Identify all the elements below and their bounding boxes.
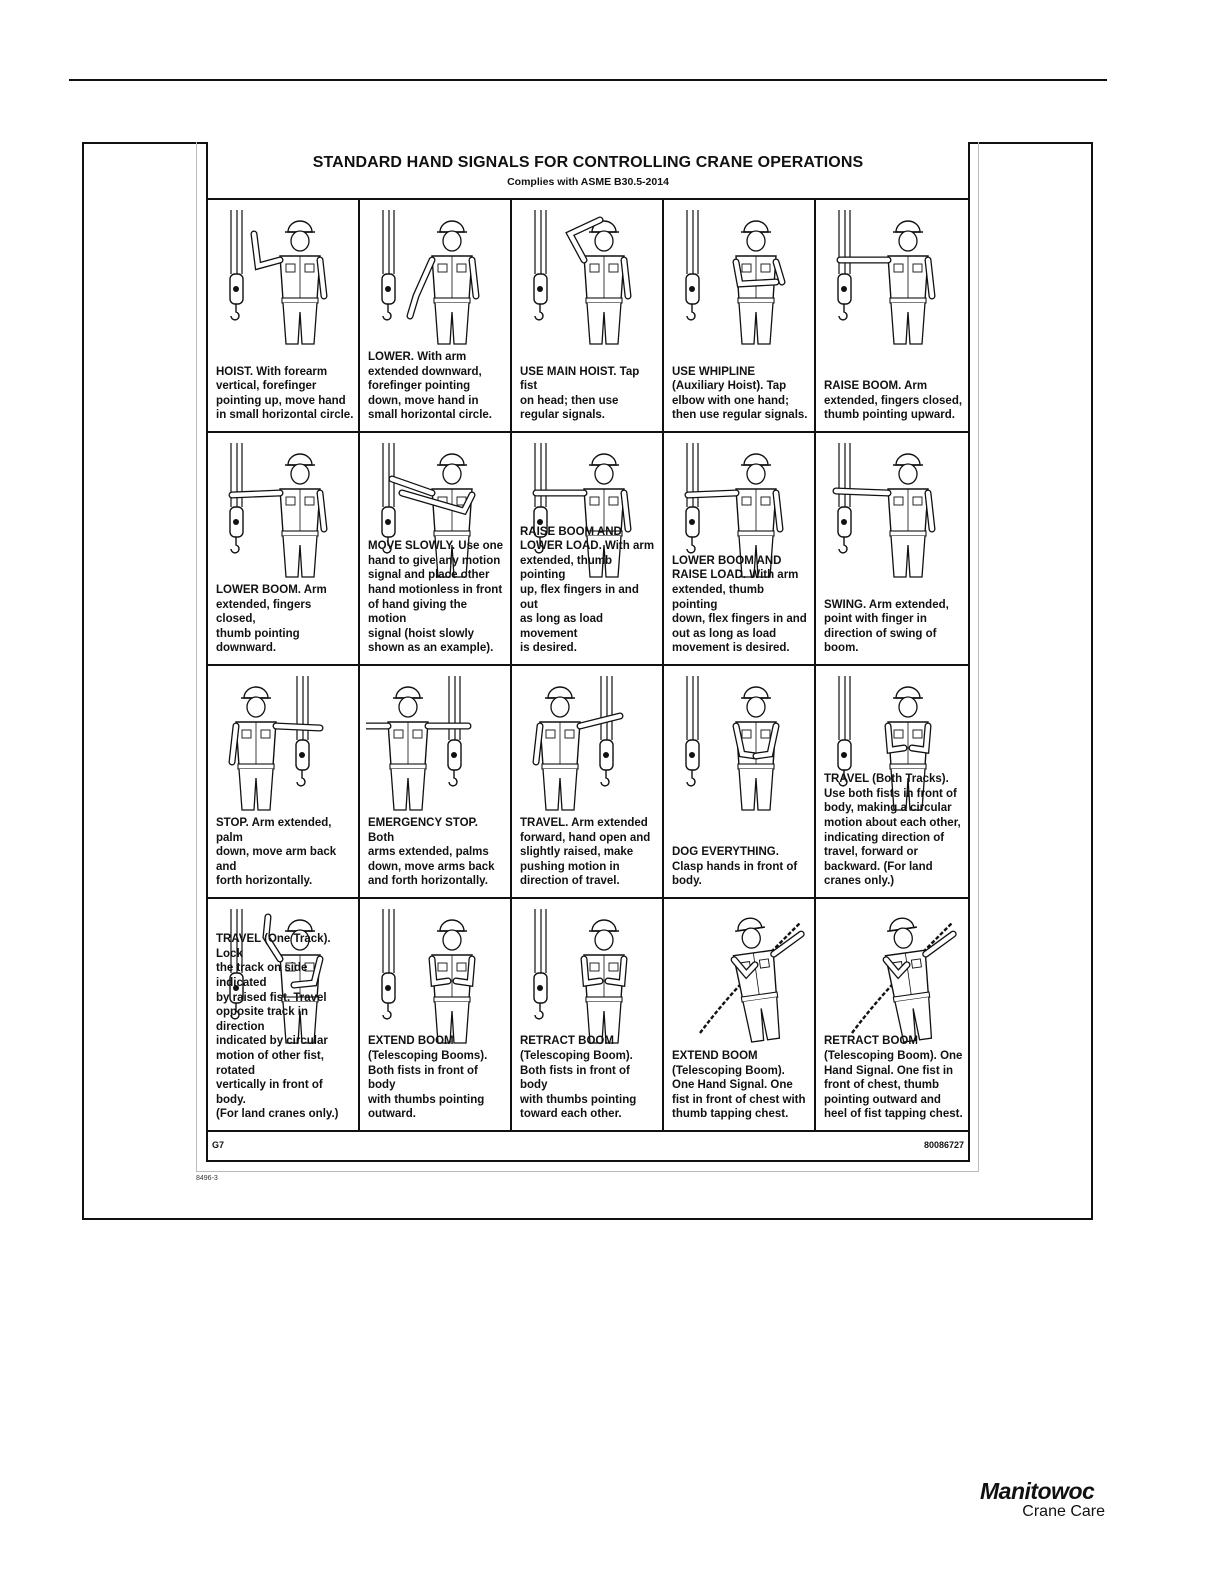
signal-caption: HOIST. With forearm vertical, forefinger pointing up, move hand in small horizontal circle.	[216, 365, 354, 422]
card-header	[208, 142, 968, 200]
signal-cell	[512, 200, 664, 433]
signal-cell	[208, 666, 360, 899]
signal-caption: EXTEND BOOM (Telescoping Boom). One Hand Signal. One fist in front of chest with thumb tapping chest.	[672, 1050, 806, 1121]
signal-cell	[816, 433, 968, 666]
dog-everything-signal-icon	[670, 670, 808, 812]
hoist-signal-icon	[214, 204, 352, 346]
signal-caption: MOVE SLOWLY. Use one hand to give any motion signal and place other hand motionless in front of hand giving the motion signal (hoist slowly shown as an example).	[368, 540, 504, 655]
signal-caption: LOWER. With arm extended downward, forefinger pointing down, move hand in small horizontal circle.	[368, 351, 492, 422]
signal-caption: DOG EVERYTHING. Clasp hands in front of body.	[672, 846, 798, 888]
signal-cell	[208, 433, 360, 666]
signal-caption: TRAVEL. Arm extended forward, hand open and slightly raised, make pushing motion in direction of travel.	[520, 817, 651, 888]
figure-reference: 8496-3	[196, 1175, 218, 1182]
signal-caption: LOWER BOOM. Arm extended, fingers closed, thumb pointing downward.	[216, 584, 327, 655]
signal-caption: RETRACT BOOM (Telescoping Boom). One Hand Signal. One fist in front of chest, thumb pointing outward and heel of fist tapping chest.	[824, 1035, 963, 1121]
signal-cell	[208, 899, 360, 1132]
part-number: 80086727	[923, 1140, 964, 1150]
signal-caption: SWING. Arm extended, point with finger in direction of swing of boom.	[824, 598, 949, 655]
card-code: G7	[212, 1140, 225, 1150]
signal-caption: TRAVEL (One Track). Lock the track on side indicated by raised fist. Travel opposite track in direction indicated by circular motion of other fist, rotated vertically in front of body. (For land cranes only.)	[216, 933, 339, 1121]
signal-cell	[360, 666, 512, 899]
card-footer	[208, 1132, 968, 1160]
travel-signal-icon	[518, 670, 656, 812]
signal-caption: RAISE BOOM AND LOWER LOAD. With arm extended, thumb pointing up, flex fingers in and out as long as load movement is desired.	[520, 525, 655, 655]
retract-boom-signal-icon	[518, 903, 656, 1045]
raise-boom-signal-icon	[822, 204, 960, 346]
signal-caption: USE MAIN HOIST. Tap fist on head; then use regular signals.	[520, 365, 640, 422]
use-main-hoist-signal-icon	[518, 204, 656, 346]
stop-signal-icon	[214, 670, 352, 812]
signal-grid	[208, 200, 968, 1132]
signal-caption: EMERGENCY STOP. Both arms extended, palms down, move arms back and forth horizontally.	[368, 817, 495, 888]
signal-cell	[664, 200, 816, 433]
top-rule	[69, 79, 1107, 81]
signal-cell	[664, 899, 816, 1132]
signal-cell	[360, 433, 512, 666]
extend-boom-one-hand-signal-icon	[670, 903, 808, 1045]
signal-cell	[512, 433, 664, 666]
signal-cell	[816, 666, 968, 899]
signal-caption: RAISE BOOM. Arm extended, fingers closed, thumb pointing upward.	[824, 380, 963, 422]
brand-name: Manitowoc	[980, 1478, 1095, 1504]
signal-caption: RETRACT BOOM (Telescoping Boom). Both fists in front of body with thumbs pointing toward each other.	[520, 1035, 637, 1121]
brand-subtitle: Crane Care	[1022, 1503, 1105, 1520]
card-title: STANDARD HAND SIGNALS FOR CONTROLLING CRANE OPERATIONS	[312, 154, 864, 171]
card-subtitle: Complies with ASME B30.5-2014	[507, 176, 669, 188]
signal-cell	[816, 200, 968, 433]
signal-caption: EXTEND BOOM (Telescoping Booms). Both fists in front of body with thumbs pointing outward.	[368, 1035, 488, 1121]
lower-boom-signal-icon	[214, 437, 352, 579]
signal-cell	[360, 899, 512, 1132]
signal-cell	[512, 899, 664, 1132]
signal-caption: LOWER BOOM AND RAISE LOAD. With arm extended, thumb pointing down, flex fingers in and out as long as load movement is desired.	[672, 554, 807, 655]
signal-cell	[816, 899, 968, 1132]
manitowoc-logo	[980, 1478, 1105, 1524]
swing-signal-icon	[822, 437, 960, 579]
signal-cell	[360, 200, 512, 433]
card-shadow-right	[978, 142, 979, 1172]
retract-boom-one-hand-signal-icon	[822, 903, 960, 1045]
signal-caption: USE WHIPLINE (Auxiliary Hoist). Tap elbow with one hand; then use regular signals.	[672, 365, 808, 422]
emergency-stop-signal-icon	[366, 670, 504, 812]
card-shadow-left	[196, 142, 197, 1172]
extend-boom-signal-icon	[366, 903, 504, 1045]
card-shadow-bottom	[196, 1171, 979, 1172]
hand-signals-card	[206, 142, 970, 1162]
signal-cell	[512, 666, 664, 899]
signal-cell	[208, 200, 360, 433]
signal-caption: TRAVEL (Both Tracks). Use both fists in front of body, making a circular motion about each other, indicating direction of travel, forward or backward. (For land cranes only.)	[824, 773, 961, 888]
signal-caption: STOP. Arm extended, palm down, move arm back and forth horizontally.	[216, 817, 337, 888]
signal-cell	[664, 433, 816, 666]
lower-signal-icon	[366, 204, 504, 346]
use-whipline-signal-icon	[670, 204, 808, 346]
signal-cell	[664, 666, 816, 899]
